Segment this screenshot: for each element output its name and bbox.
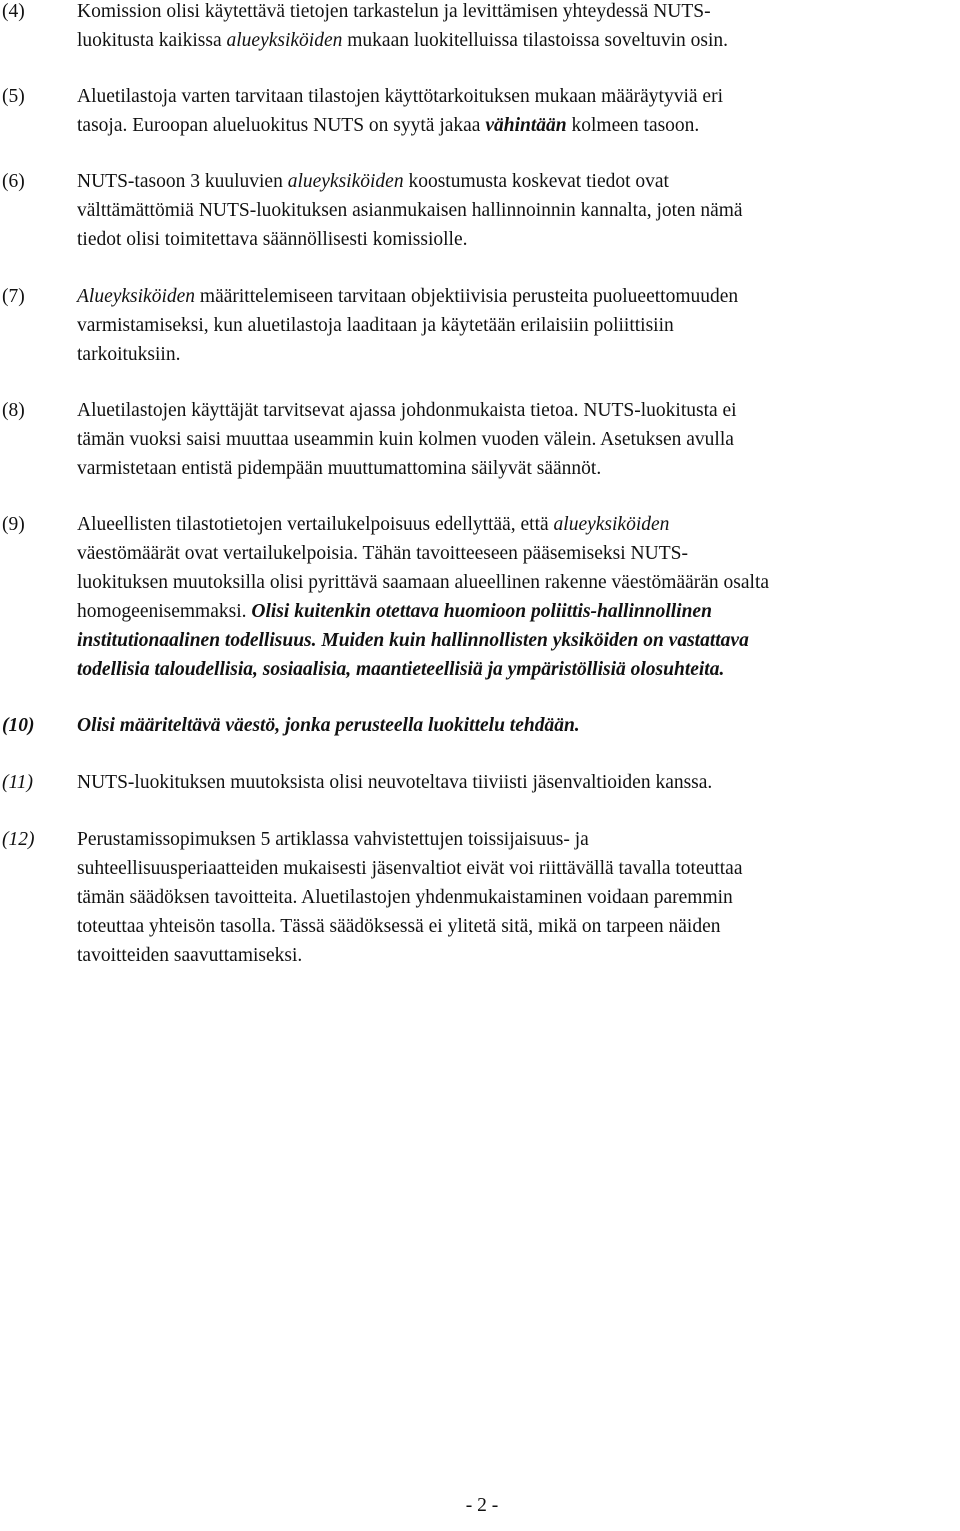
recital-text bbox=[77, 282, 935, 369]
recital-number: (7) bbox=[2, 286, 25, 307]
recital-text bbox=[77, 825, 935, 970]
text-run: määrittelemiseen tarvitaan objektiivisia perusteita puolueettomuuden bbox=[195, 286, 739, 307]
text-run: tarkoituksiin. bbox=[77, 344, 181, 365]
text-line bbox=[77, 167, 935, 196]
emphasized-text: alueyksiköiden bbox=[226, 30, 343, 51]
text-run: tasoja. Euroopan alueluokitus NUTS on syytä jakaa bbox=[77, 115, 486, 136]
page-number: - 2 - bbox=[465, 1495, 499, 1516]
text-run: tämän vuoksi saisi muuttaa useammin kuin kolmen vuoden välein. Asetuksen avulla bbox=[77, 429, 734, 450]
text-run: Alueellisten tilastotietojen vertailukelpoisuus edellyttää, että bbox=[77, 514, 554, 535]
text-line bbox=[77, 225, 935, 254]
text-run: toteuttaa yhteisön tasolla. Tässä säädöksessä ei ylitetä sitä, mikä on tarpeen näiden bbox=[77, 916, 721, 937]
text-run: NUTS-tasoon 3 kuuluvien bbox=[77, 171, 288, 192]
text-run: Aluetilastojen käyttäjät tarvitsevat ajassa johdonmukaista tietoa. NUTS-luokitusta ei bbox=[77, 400, 737, 421]
text-line bbox=[77, 196, 935, 225]
emphasized-text: vähintään bbox=[485, 115, 567, 136]
text-line bbox=[77, 82, 935, 111]
text-line bbox=[77, 510, 935, 539]
recital-text bbox=[77, 396, 935, 483]
text-line bbox=[77, 655, 935, 684]
text-run: tiedot olisi toimitettava säännöllisesti komissiolle. bbox=[77, 229, 468, 250]
recital-number: (4) bbox=[2, 1, 25, 22]
text-line bbox=[77, 311, 935, 340]
text-run: koostumusta koskevat tiedot ovat bbox=[403, 171, 669, 192]
text-line bbox=[77, 454, 935, 483]
text-line bbox=[77, 941, 935, 970]
text-line bbox=[77, 912, 935, 941]
text-run: NUTS-luokituksen muutoksista olisi neuvoteltava tiiviisti jäsenvaltioiden kanssa. bbox=[77, 772, 713, 793]
text-line bbox=[77, 854, 935, 883]
emphasized-text: alueyksiköiden bbox=[287, 171, 404, 192]
recital-text bbox=[77, 768, 935, 797]
emphasized-text: institutionaalinen todellisuus. Muiden kuin hallinnollisten yksiköiden on vastattava bbox=[77, 630, 749, 651]
emphasized-text: todellisia taloudellisia, sosiaalisia, maantieteellisiä ja ympäristöllisiä olosuhteita. bbox=[77, 659, 725, 680]
text-line bbox=[77, 111, 935, 140]
recital-number: (5) bbox=[2, 86, 25, 107]
text-line bbox=[77, 0, 935, 26]
emphasized-text: Alueyksiköiden bbox=[77, 286, 196, 307]
text-run: varmistamiseksi, kun aluetilastoja laaditaan ja käytetään erilaisiin poliittisiin bbox=[77, 315, 674, 336]
text-run: luokituksen muutoksilla olisi pyrittävä saamaan alueellinen rakenne väestömäärän osalta bbox=[77, 572, 770, 593]
emphasized-text: Olisi kuitenkin otettava huomioon poliittis-hallinnollinen bbox=[251, 601, 712, 622]
page-footer bbox=[0, 1491, 960, 1520]
recital-text bbox=[77, 82, 935, 140]
recital-text bbox=[77, 0, 935, 55]
recital-number: (6) bbox=[2, 171, 25, 192]
text-line bbox=[77, 768, 935, 797]
recital-number: (9) bbox=[2, 514, 25, 535]
text-line bbox=[77, 282, 935, 311]
text-line bbox=[77, 597, 935, 626]
text-line bbox=[77, 425, 935, 454]
text-run: Aluetilastoja varten tarvitaan tilastojen käyttötarkoituksen mukaan määräytyviä eri bbox=[77, 86, 723, 107]
recital-number: (11) bbox=[2, 772, 34, 793]
text-run: homogeenisemmaksi. bbox=[77, 601, 252, 622]
text-line bbox=[77, 396, 935, 425]
text-run: Komission olisi käytettävä tietojen tarkastelun ja levittämisen yhteydessä NUTS- bbox=[77, 1, 711, 22]
text-line bbox=[77, 711, 935, 740]
recital-number: (10) bbox=[2, 715, 35, 736]
text-run: suhteellisuusperiaatteiden mukaisesti jäsenvaltiot eivät voi riittävällä tavalla toteuttaa bbox=[77, 858, 743, 879]
text-line bbox=[77, 825, 935, 854]
text-line bbox=[77, 26, 935, 55]
recital-text bbox=[77, 711, 935, 740]
text-run: välttämättömiä NUTS-luokituksen asianmukaisen hallinnoinnin kannalta, joten nämä bbox=[77, 200, 743, 221]
text-line bbox=[77, 539, 935, 568]
text-run: Perustamissopimuksen 5 artiklassa vahvistettujen toissijaisuus- ja bbox=[77, 829, 589, 850]
text-run: väestömäärät ovat vertailukelpoisia. Tähän tavoitteeseen pääsemiseksi NUTS- bbox=[77, 543, 688, 564]
text-run: mukaan luokitelluissa tilastoissa soveltuvin osin. bbox=[342, 30, 729, 51]
text-run: tämän säädöksen tavoitteita. Aluetilastojen yhdenmukaistaminen voidaan paremmin bbox=[77, 887, 733, 908]
text-line bbox=[77, 568, 935, 597]
recital-text bbox=[77, 167, 935, 254]
text-line bbox=[77, 340, 935, 369]
emphasized-text: Olisi määriteltävä väestö, jonka perusteella luokittelu tehdään. bbox=[77, 715, 580, 736]
text-run: luokitusta kaikissa bbox=[77, 30, 227, 51]
text-line bbox=[77, 883, 935, 912]
text-line bbox=[77, 626, 935, 655]
recital-number: (8) bbox=[2, 400, 25, 421]
recital-text bbox=[77, 510, 935, 684]
text-run: varmistetaan entistä pidempään muuttumattomina säilyvät säännöt. bbox=[77, 458, 602, 479]
text-run: kolmeen tasoon. bbox=[566, 115, 700, 136]
text-run: tavoitteiden saavuttamiseksi. bbox=[77, 945, 303, 966]
emphasized-text: alueyksiköiden bbox=[553, 514, 670, 535]
recital-number: (12) bbox=[2, 829, 35, 850]
